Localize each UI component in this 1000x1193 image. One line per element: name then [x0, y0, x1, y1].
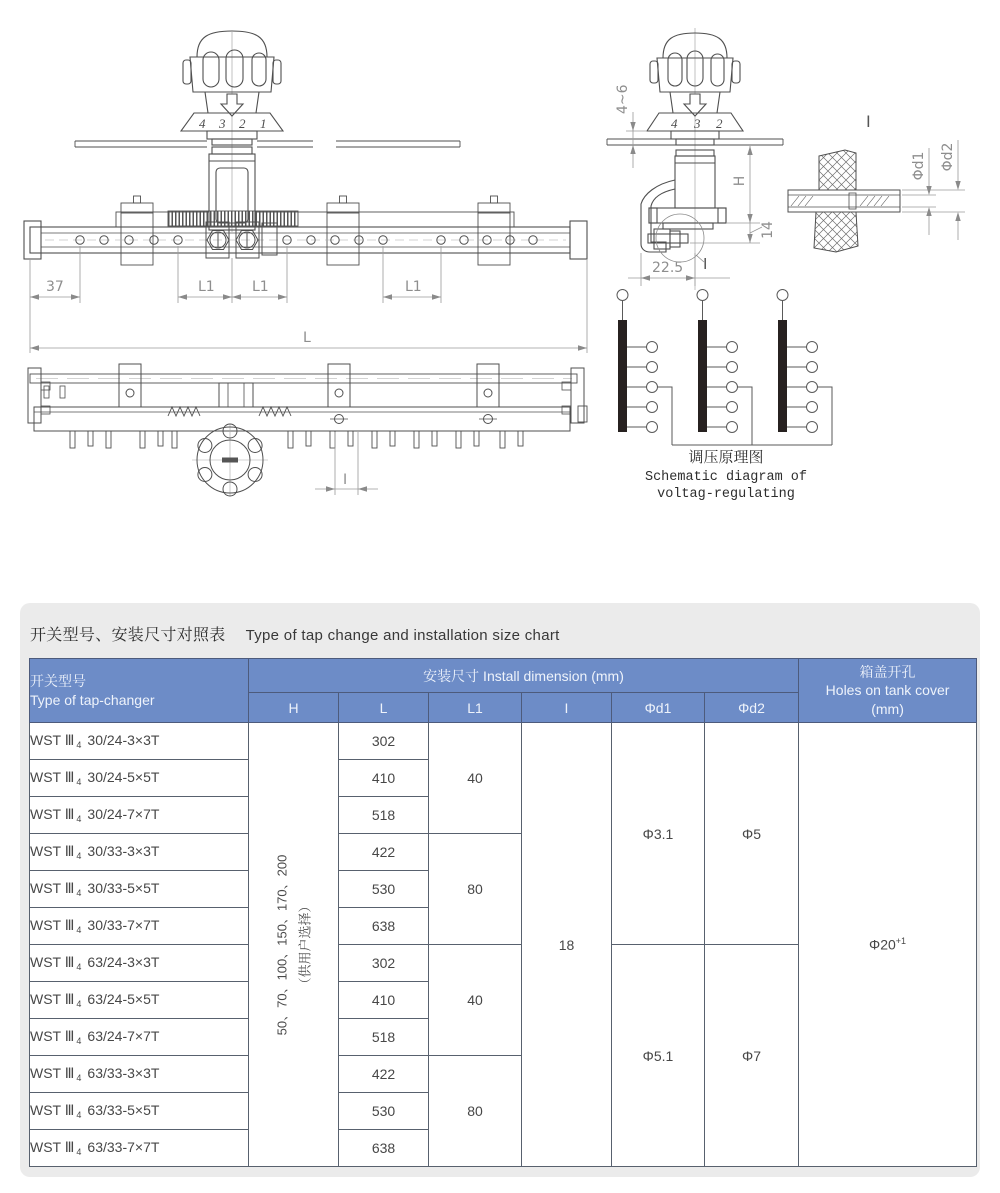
- col-header-l: L: [339, 693, 429, 723]
- i-cell: 18: [522, 723, 612, 1167]
- d1-cell: Φ5.1: [612, 945, 705, 1167]
- col-header-i: I: [522, 693, 612, 723]
- col-header-l1: L1: [429, 693, 522, 723]
- d1-cell: Φ3.1: [612, 723, 705, 945]
- plan-view-drawing: [15, 355, 615, 497]
- model-cell: WST Ⅲ $_4$ 30/33-7×7T: [30, 908, 249, 945]
- detail-arrows: [926, 181, 960, 221]
- l-cell: 530: [339, 871, 429, 908]
- col-header-model-en: Type of tap-changer: [30, 691, 155, 708]
- col-header-model: [30, 659, 249, 723]
- l-cell: 530: [339, 1093, 429, 1130]
- col-header-h: H: [249, 693, 339, 723]
- spec-panel: [20, 603, 980, 1177]
- l1-cell: 40: [429, 945, 522, 1056]
- l-cell: 302: [339, 723, 429, 760]
- model-cell: WST Ⅲ $_4$ 30/33-5×5T: [30, 871, 249, 908]
- dial-number: 2: [716, 116, 723, 131]
- col-header-d2: Φd2: [705, 693, 799, 723]
- l1-cell: 80: [429, 834, 522, 945]
- schematic-caption-en1: Schematic diagram of: [644, 470, 808, 485]
- model-cell: WST Ⅲ $_4$ 30/33-3×3T: [30, 834, 249, 871]
- voltage-schematic: [593, 282, 855, 504]
- l-cell: 638: [339, 908, 429, 945]
- tank-hole-cell: $\Phi 20^{+1}$: [799, 723, 977, 1167]
- col-header-tank: 箱盖开孔 Holes on tank cover (mm): [799, 659, 977, 723]
- dial-number: 2: [239, 116, 246, 131]
- detail-i-drawing: [775, 98, 990, 258]
- spec-table: [29, 658, 977, 1167]
- model-cell: WST Ⅲ $_4$ 63/33-5×5T: [30, 1093, 249, 1130]
- handwheel: [192, 424, 268, 496]
- dim-label-37: 37: [46, 279, 64, 295]
- detail-mark-label: I: [703, 255, 708, 273]
- schematic-caption-zh: 调压原理图: [688, 448, 764, 466]
- dim-label-l: L: [303, 330, 311, 346]
- header-row-1: [30, 659, 977, 693]
- col-header-model-zh: 开关型号: [30, 672, 86, 689]
- table-row: [30, 723, 977, 760]
- panel-title-en: Type of tap change and installation size chart: [245, 627, 560, 644]
- l-cell: 410: [339, 760, 429, 797]
- dim-label-l1: L1: [405, 279, 422, 295]
- dial-number: 4: [671, 116, 678, 131]
- model-cell: WST Ⅲ $_4$ 30/24-3×3T: [30, 723, 249, 760]
- model-cell: WST Ⅲ $_4$ 63/33-7×7T: [30, 1130, 249, 1167]
- l-cell: 518: [339, 1019, 429, 1056]
- panel-title: [20, 603, 980, 645]
- model-cell: WST Ⅲ $_4$ 63/24-3×3T: [30, 945, 249, 982]
- dim-label-l1: L1: [198, 279, 215, 295]
- side-view-arrows: [630, 122, 752, 281]
- dim-label-4-6: 4~6: [615, 84, 631, 114]
- l1-cell: 40: [429, 723, 522, 834]
- model-cell: WST Ⅲ $_4$ 30/24-5×5T: [30, 760, 249, 797]
- schematic-caption-en2: voltag-regulating: [657, 487, 795, 502]
- l-cell: 422: [339, 1056, 429, 1093]
- model-cell: WST Ⅲ $_4$ 63/24-5×5T: [30, 982, 249, 1019]
- panel-title-zh: 开关型号、安装尺寸对照表: [30, 627, 226, 644]
- dial-number: 4: [199, 116, 206, 131]
- schematic-circuit: [617, 290, 832, 446]
- dim-label-i: I: [343, 472, 348, 488]
- model-cell: WST Ⅲ $_4$ 30/24-7×7T: [30, 797, 249, 834]
- plan-clamps: [119, 364, 499, 407]
- side-view-drawing: [595, 20, 795, 295]
- dial-number: 1: [260, 116, 267, 131]
- dial-number: 3: [694, 116, 701, 131]
- l1-cell: 80: [429, 1056, 522, 1167]
- dim-label-h: H: [732, 175, 748, 187]
- l-cell: 410: [339, 982, 429, 1019]
- dial-number: 3: [219, 116, 226, 131]
- front-view-drawing: [10, 15, 595, 360]
- dim-label-22-5: 22.5: [652, 260, 684, 276]
- h-dimension-cell: [249, 723, 339, 1167]
- contact-pins: [70, 431, 523, 448]
- detail-view-label: I: [866, 112, 871, 131]
- dim-label-d2: Φd2: [940, 142, 956, 172]
- l-cell: 518: [339, 797, 429, 834]
- l-cell: 302: [339, 945, 429, 982]
- col-header-install-group: 安装尺寸 Install dimension (mm): [249, 659, 799, 693]
- model-cell: WST Ⅲ $_4$ 63/33-3×3T: [30, 1056, 249, 1093]
- model-cell: WST Ⅲ $_4$ 63/24-7×7T: [30, 1019, 249, 1056]
- dim-label-l1: L1: [252, 279, 269, 295]
- side-view-dimensions: [626, 112, 762, 286]
- dim-label-d1: Φd1: [911, 151, 927, 181]
- rail-clamps: [121, 196, 510, 265]
- d2-cell: Φ7: [705, 945, 799, 1167]
- dim-label-14: 14: [760, 221, 776, 239]
- d2-cell: Φ5: [705, 723, 799, 945]
- h-selection-note: 50、70、100、150、170、200 （供用户选择）: [273, 854, 312, 1035]
- l-cell: 422: [339, 834, 429, 871]
- col-header-d1: Φd1: [612, 693, 705, 723]
- l-cell: 638: [339, 1130, 429, 1167]
